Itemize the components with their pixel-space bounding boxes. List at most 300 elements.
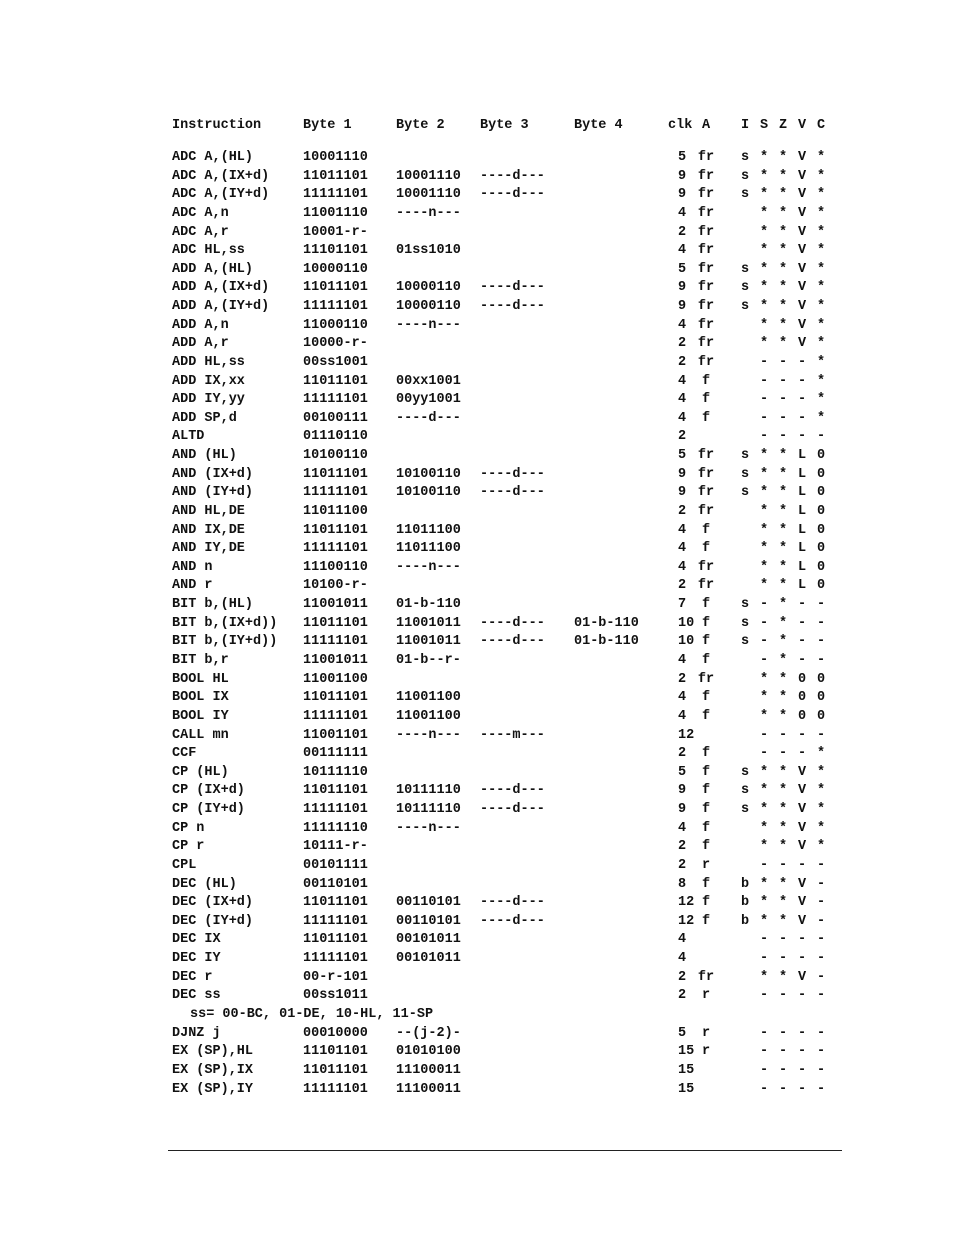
cell-byte1: 11001110 [303,205,368,221]
cell-i-flag: s [741,261,750,277]
cell-instruction: AND IY,DE [172,541,245,557]
cell-byte1: 11111101 [303,187,368,203]
cell-s-flag: * [760,876,769,892]
cell-v-flag: - [798,1044,807,1060]
cell-c-flag: - [817,653,826,668]
table-row [0,913,954,931]
cell-a-flag: f [701,541,711,557]
cell-byte1: 00100111 [303,410,368,426]
cell-clk: 4 [678,820,687,836]
cell-instruction: DEC IY [172,951,221,967]
cell-byte1: 00010000 [303,1025,368,1041]
cell-clk: 4 [678,653,687,668]
cell-byte1: 11011101 [303,280,368,296]
cell-z-flag: * [779,485,788,501]
cell-v-flag: V [798,205,807,221]
table-row [0,373,954,391]
cell-s-flag: * [760,299,769,315]
cell-z-flag: - [779,410,788,426]
cell-clk: 4 [678,373,687,389]
cell-z-flag: * [779,243,788,259]
cell-byte2: 11001011 [396,634,461,650]
cell-byte2: 01-b--r- [396,653,461,668]
cell-s-flag: - [760,932,769,948]
cell-byte2: 10000110 [396,299,461,315]
cell-byte2: 00110101 [396,895,461,911]
table-row [0,577,954,595]
table-row [0,242,954,260]
cell-instruction: AND n [172,559,213,575]
cell-z-flag: - [779,857,788,873]
cell-z-flag: * [779,615,788,631]
cell-clk: 15 [678,1081,695,1097]
cell-byte1: 11011101 [303,690,368,706]
table-row [0,447,954,465]
cell-a-flag: fr [697,168,715,184]
cell-clk: 9 [678,466,687,482]
cell-byte1: 11011101 [303,783,368,799]
cell-v-flag: - [798,410,807,426]
cell-byte1: 11011101 [303,1062,368,1078]
cell-z-flag: * [779,466,788,482]
cell-a-flag: f [701,653,711,668]
cell-c-flag: - [817,597,826,613]
cell-c-flag: - [817,1025,826,1041]
cell-c-flag: * [817,802,826,818]
cell-byte2: ----d--- [396,410,461,426]
cell-a-flag: fr [697,299,715,315]
cell-c-flag: * [817,150,826,165]
cell-clk: 10 [678,615,695,631]
cell-z-flag: - [779,951,788,967]
cell-clk: 9 [678,485,687,501]
cell-byte1: 11011101 [303,615,368,631]
cell-v-flag: - [798,392,807,408]
cell-z-flag: * [779,783,788,799]
table-row [0,764,954,782]
cell-byte1: 11011101 [303,466,368,482]
cell-c-flag: * [817,205,826,221]
cell-s-flag: - [760,1062,769,1078]
cell-s-flag: * [760,150,769,165]
cell-v-flag: - [798,932,807,948]
cell-z-flag: * [779,187,788,203]
cell-z-flag: * [779,839,788,855]
cell-byte1: 11111101 [303,1081,368,1097]
cell-clk: 2 [678,988,687,1004]
cell-byte3: ----d--- [480,485,545,501]
cell-instruction: ALTD [172,429,205,445]
cell-instruction: ADD A,(IY+d) [172,299,270,315]
cell-c-flag: - [817,1081,826,1097]
cell-byte2: ----n--- [396,317,461,333]
cell-z-flag: * [779,503,788,519]
cell-a-flag: f [701,783,711,799]
cell-v-flag: - [798,951,807,967]
cell-v-flag: L [798,503,807,519]
cell-z-flag: - [779,1062,788,1078]
cell-byte2: 10001110 [396,168,461,184]
cell-z-flag: - [779,932,788,948]
cell-c-flag: - [817,727,826,743]
cell-instruction: BIT b,(HL) [172,597,254,613]
table-row [0,708,954,726]
cell-a-flag: fr [697,969,715,985]
cell-v-flag: V [798,820,807,836]
cell-a-flag: fr [697,578,715,594]
cell-c-flag: * [817,187,826,203]
cell-v-flag: L [798,578,807,594]
cell-c-flag: - [817,634,826,650]
header-instruction: Instruction [172,118,262,133]
cell-instruction: BIT b,(IX+d)) [172,615,278,631]
cell-v-flag: 0 [798,690,807,706]
cell-a-flag: fr [697,336,715,352]
cell-c-flag: * [817,410,826,426]
cell-s-flag: * [760,485,769,501]
cell-byte1: 11001011 [303,597,368,613]
cell-clk: 12 [678,895,695,911]
cell-z-flag: * [779,653,788,668]
cell-clk: 9 [678,187,687,203]
cell-a-flag: f [701,913,711,929]
table-row [0,820,954,838]
table-row [0,205,954,223]
cell-byte2: 11100011 [396,1081,461,1097]
cell-instruction: DEC ss [172,988,221,1004]
cell-clk: 15 [678,1062,695,1078]
cell-a-flag: fr [697,559,715,575]
cell-c-flag: - [817,969,826,985]
cell-byte1: 11111101 [303,541,368,557]
cell-z-flag: - [779,354,788,370]
cell-clk: 9 [678,783,687,799]
cell-a-flag: f [701,820,711,836]
cell-instruction: ADC HL,ss [172,243,245,259]
cell-instruction: EX (SP),HL [172,1044,254,1060]
cell-i-flag: b [741,876,750,892]
table-row [0,540,954,558]
cell-byte3: ----d--- [480,280,545,296]
table-row [0,317,954,335]
cell-instruction: ADC A,r [172,224,229,240]
cell-byte2: --(j-2)- [396,1025,461,1041]
cell-byte2: 10111110 [396,802,461,818]
table-row [0,168,954,186]
table-row [0,782,954,800]
cell-clk: 4 [678,243,687,259]
cell-v-flag: V [798,317,807,333]
cell-i-flag: s [741,485,750,501]
cell-clk: 5 [678,261,687,277]
cell-i-flag: s [741,466,750,482]
cell-c-flag: - [817,988,826,1004]
cell-clk: 10 [678,634,695,650]
cell-s-flag: * [760,336,769,352]
cell-instruction: DEC (HL) [172,876,237,892]
cell-byte3: ----d--- [480,466,545,482]
cell-s-flag: * [760,448,769,464]
cell-c-flag: - [817,876,826,892]
cell-c-flag: * [817,839,826,855]
cell-c-flag: * [817,261,826,277]
table-row [0,466,954,484]
cell-a-flag: fr [697,503,715,519]
cell-z-flag: * [779,541,788,557]
cell-clk: 2 [678,671,687,687]
table-row [0,596,954,614]
cell-z-flag: * [779,150,788,165]
cell-a-flag: fr [697,466,715,482]
cell-byte1: 11111101 [303,802,368,818]
cell-byte3: ----d--- [480,299,545,315]
cell-byte1: 11111101 [303,951,368,967]
cell-v-flag: - [798,746,807,762]
cell-byte3: ----m--- [480,727,545,743]
cell-c-flag: 0 [817,708,826,724]
cell-byte1: 10000110 [303,261,368,277]
cell-byte2: 11001100 [396,690,461,706]
cell-byte2: 10100110 [396,466,461,482]
cell-v-flag: V [798,150,807,165]
cell-s-flag: * [760,820,769,836]
cell-v-flag: - [798,615,807,631]
cell-z-flag: - [779,988,788,1004]
cell-instruction: ADD HL,ss [172,354,245,370]
cell-byte3: ----d--- [480,187,545,203]
table-row [0,857,954,875]
cell-byte2: ----n--- [396,205,461,221]
cell-clk: 4 [678,522,687,538]
cell-byte2: 00xx1001 [396,373,461,389]
cell-c-flag: - [817,1062,826,1078]
cell-s-flag: * [760,187,769,203]
cell-z-flag: * [779,634,788,650]
cell-instruction: ADD IX,xx [172,373,245,389]
cell-byte1: 10111110 [303,764,368,780]
cell-instruction: BOOL IX [172,690,229,706]
cell-clk: 12 [678,913,695,929]
cell-s-flag: - [760,634,769,650]
cell-a-flag: f [701,373,711,389]
cell-byte2: 00110101 [396,913,461,929]
cell-byte1: 11000110 [303,317,368,333]
cell-i-flag: b [741,895,750,911]
cell-i-flag: s [741,280,750,296]
cell-v-flag: - [798,653,807,668]
cell-v-flag: - [798,597,807,613]
table-row [0,652,954,670]
cell-clk: 4 [678,205,687,221]
cell-a-flag: fr [697,317,715,333]
cell-z-flag: - [779,1044,788,1060]
cell-c-flag: * [817,820,826,836]
cell-s-flag: * [760,541,769,557]
cell-v-flag: - [798,857,807,873]
cell-a-flag: f [701,708,711,724]
cell-instruction: DEC (IY+d) [172,913,254,929]
table-row [0,522,954,540]
cell-i-flag: s [741,187,750,203]
cell-i-flag: s [741,150,750,165]
cell-instruction: EX (SP),IX [172,1062,254,1078]
cell-i-flag: s [741,597,750,613]
cell-i-flag: s [741,634,750,650]
cell-z-flag: * [779,802,788,818]
cell-clk: 2 [678,354,687,370]
cell-z-flag: * [779,448,788,464]
cell-a-flag: f [701,522,711,538]
cell-clk: 2 [678,336,687,352]
header-byte1: Byte 1 [303,118,352,133]
cell-instruction: ADD SP,d [172,410,237,426]
table-row [0,1062,954,1080]
cell-c-flag: 0 [817,503,826,519]
cell-a-flag: f [701,876,711,892]
cell-v-flag: - [798,1081,807,1097]
cell-byte3: ----d--- [480,634,545,650]
cell-clk: 12 [678,727,695,743]
cell-byte1: 11111101 [303,299,368,315]
cell-a-flag: r [701,857,711,873]
cell-z-flag: * [779,895,788,911]
header-s-flag: S [760,118,769,133]
cell-s-flag: * [760,559,769,575]
cell-instruction: DEC (IX+d) [172,895,254,911]
cell-c-flag: 0 [817,671,826,687]
table-row [0,969,954,987]
table-row [0,410,954,428]
header-a-flag: A [701,118,711,133]
cell-s-flag: - [760,1081,769,1097]
cell-clk: 15 [678,1044,695,1060]
cell-a-flag: r [701,988,711,1004]
cell-instruction: EX (SP),IY [172,1081,254,1097]
cell-byte2: 11001100 [396,708,461,724]
cell-a-flag: fr [697,354,715,370]
cell-s-flag: - [760,410,769,426]
cell-c-flag: - [817,1044,826,1060]
cell-z-flag: * [779,205,788,221]
cell-instruction: AND (IY+d) [172,485,254,501]
cell-clk: 2 [678,578,687,594]
cell-z-flag: * [779,224,788,240]
cell-byte1: 00101111 [303,857,368,873]
cell-clk: 9 [678,168,687,184]
cell-z-flag: * [779,876,788,892]
table-row [0,1043,954,1061]
cell-c-flag: - [817,932,826,948]
cell-c-flag: * [817,392,826,408]
cell-instruction: ADC A,(IY+d) [172,187,270,203]
cell-z-flag: * [779,522,788,538]
cell-c-flag: 0 [817,578,826,594]
cell-c-flag: 0 [817,541,826,557]
cell-c-flag: - [817,429,826,445]
cell-s-flag: * [760,895,769,911]
cell-v-flag: - [798,634,807,650]
cell-byte2: 00101011 [396,951,461,967]
table-row [0,484,954,502]
cell-instruction: BOOL HL [172,671,229,687]
cell-clk: 5 [678,150,687,165]
cell-v-flag: V [798,280,807,296]
cell-byte2: 10001110 [396,187,461,203]
cell-byte1: 11011101 [303,895,368,911]
cell-byte2: 00101011 [396,932,461,948]
cell-clk: 4 [678,708,687,724]
cell-z-flag: - [779,429,788,445]
cell-byte1: 11011101 [303,522,368,538]
cell-byte1: 00ss1001 [303,354,368,370]
cell-byte1: 11011101 [303,932,368,948]
cell-v-flag: - [798,354,807,370]
cell-byte1: 11111101 [303,485,368,501]
cell-s-flag: - [760,615,769,631]
cell-v-flag: V [798,224,807,240]
table-row [0,745,954,763]
cell-c-flag: 0 [817,448,826,464]
table-row [0,838,954,856]
cell-c-flag: 0 [817,485,826,501]
cell-s-flag: * [760,671,769,687]
cell-v-flag: L [798,485,807,501]
cell-byte1: 10001-r- [303,224,368,240]
cell-a-flag: f [701,895,711,911]
cell-clk: 5 [678,764,687,780]
cell-z-flag: * [779,317,788,333]
table-row [0,279,954,297]
cell-a-flag: f [701,615,711,631]
cell-z-flag: * [779,690,788,706]
cell-instruction: CP r [172,839,205,855]
header-c-flag: C [817,118,826,133]
cell-i-flag: s [741,448,750,464]
table-row [0,727,954,745]
cell-clk: 4 [678,932,687,948]
cell-i-flag: s [741,168,750,184]
cell-a-flag: f [701,746,711,762]
cell-byte2: ----n--- [396,559,461,575]
cell-c-flag: - [817,857,826,873]
cell-c-flag: * [817,299,826,315]
cell-instruction: CP (IY+d) [172,802,245,818]
cell-byte3: ----d--- [480,783,545,799]
cell-c-flag: * [817,336,826,352]
cell-byte1: 10111-r- [303,839,368,855]
cell-a-flag: fr [697,187,715,203]
cell-a-flag: fr [697,205,715,221]
cell-s-flag: * [760,522,769,538]
table-row [0,801,954,819]
table-row [0,633,954,651]
cell-instruction: CP (IX+d) [172,783,245,799]
cell-v-flag: 0 [798,671,807,687]
cell-c-flag: * [817,280,826,296]
cell-clk: 8 [678,876,687,892]
cell-instruction: AND (HL) [172,448,237,464]
cell-byte2: 10100110 [396,485,461,501]
cell-clk: 2 [678,857,687,873]
cell-clk: 5 [678,448,687,464]
cell-s-flag: * [760,280,769,296]
cell-s-flag: * [760,913,769,929]
cell-v-flag: L [798,448,807,464]
cell-s-flag: - [760,951,769,967]
cell-instruction: BOOL IY [172,708,229,724]
cell-instruction: CP n [172,820,205,836]
cell-z-flag: * [779,764,788,780]
